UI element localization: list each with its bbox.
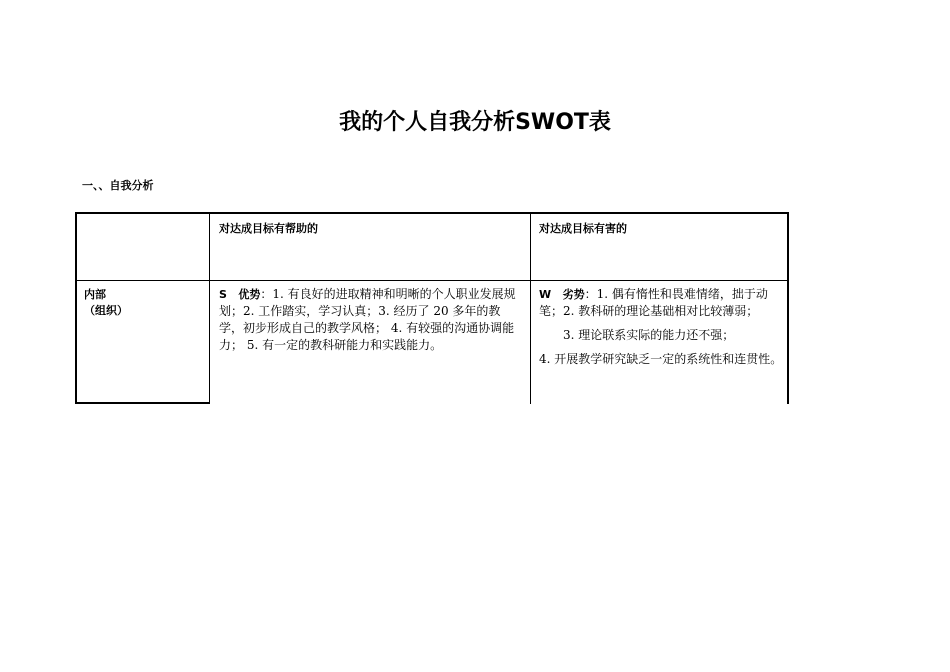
weakness-text: ：1. 偶有惰性和畏难情绪，拙于动笔；2. 教科研的理论基础相对比较薄弱； — [539, 287, 768, 318]
table-column-divider — [530, 212, 531, 404]
table-border-right — [787, 212, 789, 404]
swot-table — [75, 212, 789, 404]
weakness-paragraph: 3. 理论联系实际的能力还不强； — [563, 328, 735, 342]
row-label-line: 内部 — [84, 288, 106, 301]
weakness-label: 劣势 — [562, 288, 585, 301]
strength-letter: S — [219, 288, 227, 301]
weakness-paragraph — [539, 286, 783, 320]
table-row-divider — [75, 280, 789, 281]
weakness-paragraph: 4. 开展教学研究缺乏一定的系统性和连贯性。 — [539, 352, 783, 366]
strength-text: ：1. 有良好的进取精神和明晰的个人职业发展规划；2. 工作踏实，学习认真；3. 经历了 20 多年的教学，初步形成自己的教学风格； 4. 有较强的沟通协调能力； 5. 有一定的教科研能力和实践能力。 — [219, 287, 516, 352]
weakness-letter: W — [539, 288, 552, 301]
section-heading: 一、、自我分析 — [82, 179, 154, 192]
header-helpful: 对达成目标有帮助的 — [219, 222, 318, 235]
header-harmful: 对达成目标有害的 — [539, 222, 627, 235]
strengths-cell — [219, 286, 523, 354]
row-label-internal — [84, 287, 194, 319]
row-label-line: （组织） — [84, 304, 128, 317]
weaknesses-cell — [539, 286, 783, 368]
table-border-left — [75, 212, 77, 404]
table-border-top — [75, 212, 789, 214]
document-title: 我的个人自我分析SWOT表 — [339, 110, 611, 135]
table-column-divider — [209, 212, 210, 404]
strength-label: 优势 — [238, 288, 261, 301]
table-border-bottom — [75, 402, 210, 404]
